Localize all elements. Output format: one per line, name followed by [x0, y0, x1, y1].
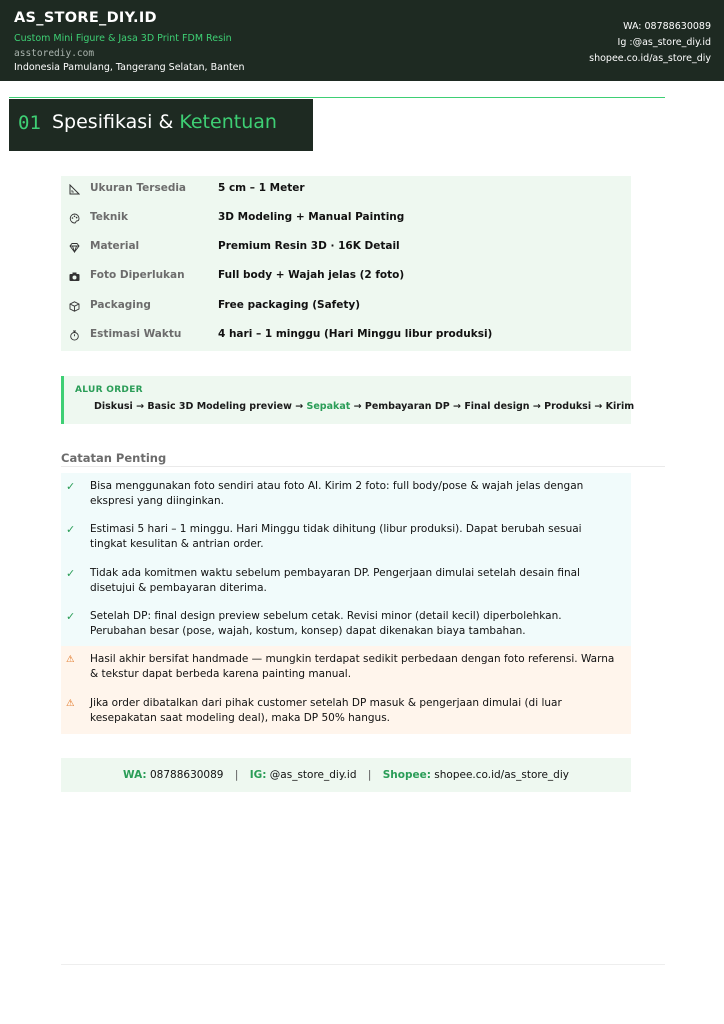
flow-arrow: →	[532, 401, 541, 412]
notes-divider	[61, 466, 665, 467]
spec-value: 5 cm – 1 Meter	[218, 182, 305, 194]
order-flow-steps	[94, 401, 634, 412]
spec-value: Premium Resin 3D · 16K Detail	[218, 240, 400, 252]
note-item-warning	[61, 646, 631, 690]
camera-icon	[69, 271, 80, 282]
section-title: Spesifikasi & Ketentuan	[52, 111, 277, 133]
check-icon: ✓	[66, 480, 76, 493]
palette-icon	[69, 213, 80, 224]
box-icon	[69, 301, 80, 312]
order-flow	[61, 376, 635, 424]
ruler-icon	[69, 184, 80, 195]
spec-value: Free packaging (Safety)	[218, 299, 361, 311]
note-item	[61, 516, 631, 560]
brand-address: Indonesia Pamulang, Tangerang Selatan, Banten	[14, 62, 245, 73]
flow-arrow: →	[136, 401, 145, 412]
section-heading	[9, 99, 313, 151]
check-icon: ✓	[66, 567, 76, 580]
footer-ig-value[interactable]: @as_store_diy.id	[269, 769, 357, 781]
page-header	[0, 0, 724, 81]
note-text: Hasil akhir bersifat handmade — mungkin terdapat sedikit perbedaan dengan foto referensi. Warna & tekstur dapat berbeda karena painting manual.	[90, 653, 615, 680]
contact-block	[589, 19, 711, 67]
spec-label: Estimasi Waktu	[90, 328, 182, 340]
spec-row	[61, 322, 631, 351]
flow-step-highlight: Sepakat	[306, 401, 351, 412]
section-number: 01	[18, 112, 41, 134]
spec-value: 4 hari – 1 minggu (Hari Minggu libur produksi)	[218, 328, 493, 340]
timer-icon	[69, 330, 80, 341]
flow-step: Diskusi	[94, 401, 133, 412]
flow-arrow: →	[594, 401, 603, 412]
flow-arrow: →	[353, 401, 362, 412]
spec-row	[61, 263, 631, 292]
contact-wa[interactable]: WA: 08788630089	[623, 21, 711, 32]
spec-value: 3D Modeling + Manual Painting	[218, 211, 405, 223]
page-bottom-divider	[61, 964, 665, 965]
spec-label: Material	[90, 240, 140, 252]
brand-name: AS_STORE_DIY.ID	[14, 10, 157, 26]
spec-label: Ukuran Tersedia	[90, 182, 187, 194]
spec-label: Packaging	[90, 299, 151, 311]
section-title-accent: Ketentuan	[179, 111, 277, 133]
flow-arrow: →	[295, 401, 304, 412]
spec-value: Full body + Wajah jelas (2 foto)	[218, 269, 405, 281]
footer-wa-value[interactable]: 08788630089	[149, 769, 224, 781]
spec-row	[61, 234, 631, 263]
note-text: Jika order dibatalkan dari pihak customer setelah DP masuk & pengerjaan dimulai (di luar kesepakatan saat modeling deal), maka DP 50% hangus.	[90, 697, 562, 724]
warning-icon: ⚠	[66, 654, 75, 665]
flow-arrow: →	[453, 401, 461, 412]
note-text: Setelah DP: final design preview sebelum cetak. Revisi minor (detail kecil) diperbolehkan. Perubahan besar (pose, wajah, kostum, konsep) dapat dikenakan biaya tambahan.	[90, 610, 562, 637]
order-flow-title: ALUR ORDER	[75, 385, 143, 395]
check-icon: ✓	[66, 610, 76, 623]
footer-ig-label: IG:	[249, 769, 267, 781]
flow-step: Pembayaran DP	[364, 401, 450, 412]
header-divider	[9, 97, 665, 98]
check-icon: ✓	[66, 523, 76, 536]
note-text: Bisa menggunakan foto sendiri atau foto AI. Kirim 2 foto: full body/pose & wajah jelas dengan ekspresi yang diinginkan.	[90, 480, 584, 507]
spec-label: Foto Diperlukan	[90, 269, 185, 281]
spec-row	[61, 176, 631, 205]
note-item	[61, 473, 631, 516]
notes-title: Catatan Penting	[61, 451, 167, 465]
spec-row	[61, 205, 631, 234]
flow-step: Kirim	[605, 401, 635, 412]
note-item-warning	[61, 690, 631, 734]
footer-separator: |	[234, 769, 239, 781]
brand-website[interactable]: asstorediy.com	[14, 48, 95, 59]
note-text: Estimasi 5 hari – 1 minggu. Hari Minggu tidak dihitung (libur produksi). Dapat berubah sesuai tingkat kesulitan & antrian order.	[90, 523, 582, 550]
contact-shopee[interactable]: shopee.co.id/as_store_diy	[589, 53, 711, 64]
flow-step: Final design	[464, 401, 530, 412]
spec-label: Teknik	[90, 211, 128, 223]
note-text: Tidak ada komitmen waktu sebelum pembayaran DP. Pengerjaan dimulai setelah desain final disetujui & pembayaran diterima.	[90, 567, 580, 594]
footer-shopee-label: Shopee:	[382, 769, 431, 781]
brand-tagline: Custom Mini Figure & Jasa 3D Print FDM Resin	[14, 33, 232, 44]
flow-step: Basic 3D Modeling preview	[147, 401, 292, 412]
warning-icon: ⚠	[66, 698, 75, 709]
flow-step: Produksi	[544, 401, 592, 412]
spec-row	[61, 293, 631, 322]
footer-wa-label: WA:	[123, 769, 147, 781]
footer-separator: |	[367, 769, 372, 781]
gem-icon	[69, 242, 80, 253]
spec-table	[61, 176, 631, 351]
footer-shopee-value[interactable]: shopee.co.id/as_store_diy	[434, 769, 569, 781]
note-item	[61, 603, 631, 646]
contact-ig[interactable]: Ig :@as_store_diy.id	[617, 37, 711, 48]
note-item	[61, 560, 631, 603]
contact-footer	[61, 758, 631, 792]
